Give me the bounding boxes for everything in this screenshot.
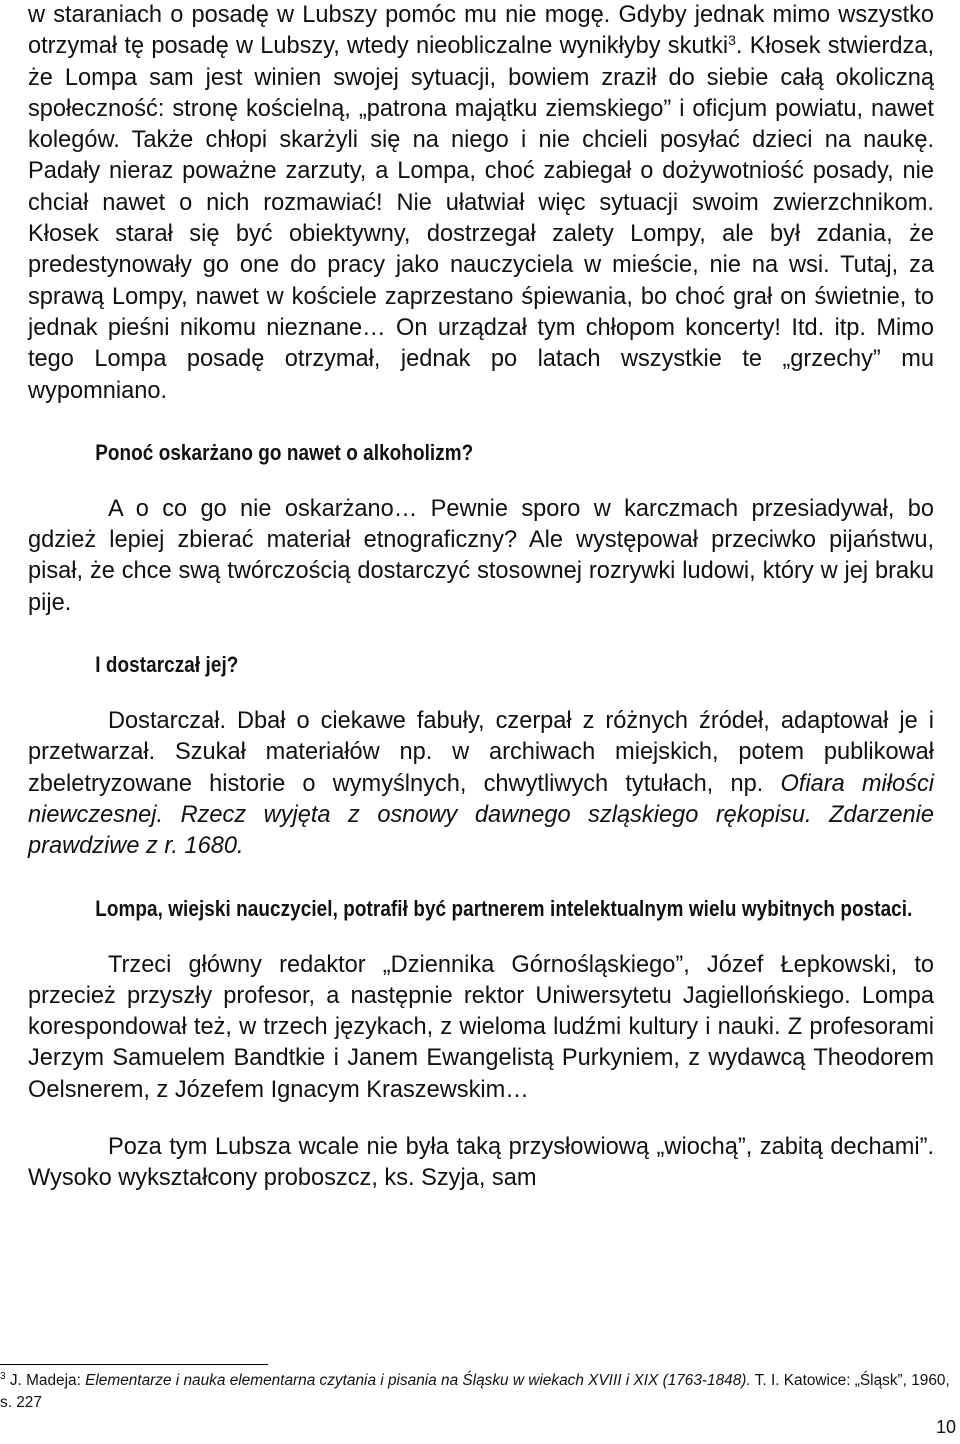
spacer <box>28 863 934 893</box>
paragraph-4: Trzeci główny redaktor „Dziennika Górnośląskiego”, Józef Łepkowski, to przecież przyszły profesor, a następnie rektor Uniwersytetu Jagiellońskiego. Lompa korespondował też, w trzech językach, z wieloma ludźmi kultury i nauki. Z profesorami Jerzym Samuelem Bandtkie i Janem Ewangelistą Purkyniem, z wydawcą Theodorem Oelsnerem, z Józefem Ignacym Kraszewskim… <box>28 951 934 1103</box>
paragraph-1 <box>28 0 934 407</box>
footnote-details: T. I. Katowice: „Śląsk”, 1960, s. 227 <box>0 1372 950 1411</box>
page-number: 10 <box>935 1417 956 1437</box>
spacer <box>28 680 934 706</box>
space <box>163 802 181 828</box>
italic-title: Ofiara miłości niewczesnej. <box>28 770 934 828</box>
footnote-author: J. Madeja: <box>5 1372 86 1389</box>
footnote-title: Elementarze i nauka elementarna czytania i pisania na Śląsku w wiekach XVIII i XIX (1763-1848). <box>85 1372 751 1389</box>
document-body <box>28 0 934 1195</box>
footnote <box>0 1370 958 1414</box>
spacer <box>28 407 934 437</box>
interview-question-2: I dostarczał jej? <box>95 652 239 678</box>
paragraph-text: w staraniach o posadę w Lubszy pomóc mu nie mogę. Gdyby jednak mimo wszystko otrzymał tę posadę w Lubszy, wtedy nieobliczalne wynikłyby skutki <box>28 2 934 60</box>
paragraph-3 <box>28 706 934 862</box>
spacer <box>28 468 934 494</box>
paragraph-5: Poza tym Lubsza wcale nie była taką przysłowiową „wiochą”, zabitą dechami”. Wysoko wykształcony proboszcz, ks. Szyja, sam <box>28 1134 934 1192</box>
paragraph-text: Dostarczał. Dbał o ciekawe fabuły, czerpał z różnych źródeł, adaptował je i przetwarzał. Szukał materiałów np. w archiwach miejskich, potem publikował zbeletryzowane historie o wymyślnych, chwytliwych tytułach, np. <box>28 708 934 797</box>
paragraph-text: . Kłosek stwierdza, że Lompa sam jest winien swojej sytuacji, bowiem zraził do siebie całą okoliczną społeczność: stronę kościelną, „patrona majątku ziemskiego” i oficjum powiatu, nawet kolegów. Także chłopi skarżyli się na niego i nie chcieli posyłać dzieci na naukę. Padały nieraz poważne zarzuty, a Lompa, choć zabiegał o dożywotniość posady, nie chciał nawet o nich rozmawiać! Nie ułatwiał więc sytuacji swoim zwierzchnikom. Kłosek starał się być obiektywny, dostrzegał zalety Lompy, ale był zdania, że predestynowały go one do pracy jako nauczyciela w mieście, nie na wsi. Tutaj, za sprawą Lompy, nawet w kościele zaprzestano śpiewania, bo choć grał on świetnie, to jednak pieśni nikomu nieznane… On urządzał tym chłopom koncerty! Itd. itp. Mimo tego Lompa posadę otrzymał, jednak po latach wszystkie te „grzechy” mu wypomniano. <box>28 33 934 404</box>
spacer <box>28 1106 934 1132</box>
interview-question-1: Ponoć oskarżano go nawet o alkoholizm? <box>95 439 474 465</box>
footnote-number: 3 <box>0 1371 6 1382</box>
spacer <box>28 619 934 649</box>
footnote-separator <box>0 1364 268 1365</box>
paragraph-2: A o co go nie oskarżano… Pewnie sporo w karczmach przesiadywał, bo gdzież lepiej zbierać materiał etnograficzny? Ale występował przeciwko pijaństwu, pisał, że chce swą twórczością dostarczyć stosownej rozrywki ludowi, który w jej braku pije. <box>28 495 934 616</box>
interview-question-3: Lompa, wiejski nauczyciel, potrafił być partnerem intelektualnym wielu wybitnych postaci. <box>95 895 913 921</box>
spacer <box>28 924 934 950</box>
footnote-reference[interactable]: 3 <box>728 32 736 49</box>
italic-title: Rzecz wyjęta z osnowy dawnego szląskiego rękopisu. Zdarzenie prawdziwe z r. 1680. <box>28 801 934 860</box>
